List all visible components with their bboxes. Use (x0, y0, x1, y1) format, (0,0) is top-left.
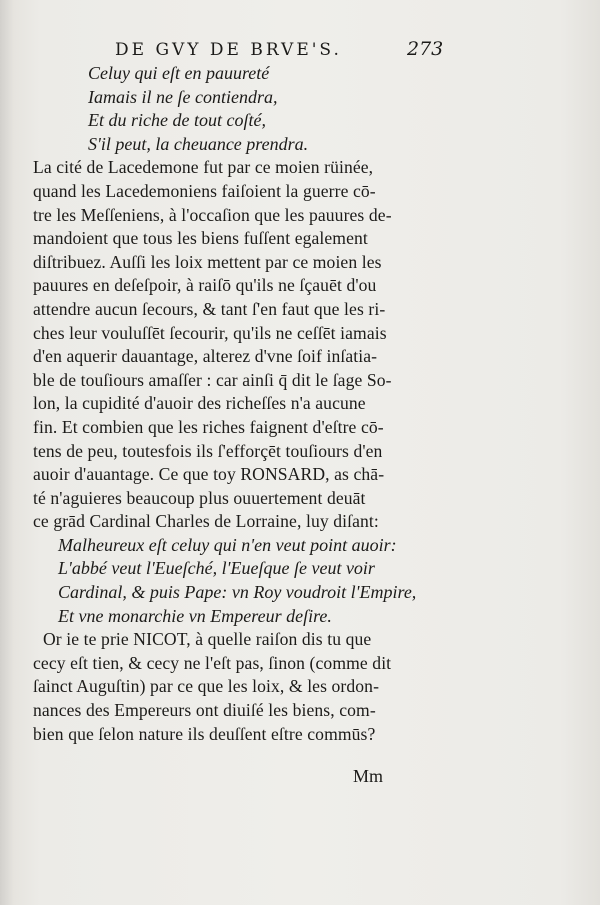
prose-line: lon, la cupidité d'auoir des richeſſes n'a aucune (33, 393, 366, 414)
prose-line: ſainct Auguſtin) par ce que les loix, & les ordon- (33, 676, 380, 697)
verse-line: Malheureux eſt celuy qui n'en veut point auoir: (58, 534, 397, 555)
prose-line: mandoient que tous les biens fuſſent egalement (33, 228, 368, 249)
prose-line: té n'aguieres beaucoup plus ouuertement deuāt (33, 487, 366, 508)
body-text (33, 62, 443, 746)
prose-line: ble de touſiours amaſſer : car ainſi q̄ dit le ſage So- (33, 369, 392, 390)
prose-line: d'en aquerir dauantage, alterez d'vne ſoif inſatia- (33, 346, 378, 367)
prose-line: bien que ſelon nature ils deuſſent eſtre commūs? (33, 723, 376, 744)
page-number: 273 (407, 38, 444, 60)
prose-line: La cité de Lacedemone fut par ce moien rüinée, (33, 157, 374, 178)
prose-line: auoir d'auantage. Ce que toy RONSARD, as chā- (33, 464, 385, 485)
prose-line: nances des Empereurs ont diuiſé les biens, com- (33, 700, 376, 721)
prose-line: quand les Lacedemoniens faiſoient la guerre cō- (33, 180, 376, 201)
prose-line: cecy eſt tien, & cecy ne l'eſt pas, ſinon (comme dit (33, 652, 392, 673)
verse-line: S'il peut, la cheuance prendra. (88, 133, 309, 154)
prose-line: tre les Meſſeniens, à l'occaſion que les pauures de- (33, 204, 392, 225)
prose-line: attendre aucun ſecours, & tant ſ'en faut que les ri- (33, 298, 386, 319)
verse-line: Iamais il ne ſe contiendra, (88, 86, 278, 107)
verse-line: Cardinal, & puis Pape: vn Roy voudroit l'Empire, (58, 582, 417, 603)
prose-line: ches leur vouluſſēt ſecourir, qu'ils ne ceſſēt iamais (33, 322, 387, 343)
verse-line: L'abbé veut l'Eueſché, l'Eueſque ſe veut voir (58, 558, 375, 579)
prose-line: Or ie te prie NICOT, à quelle raiſon dis tu que (43, 629, 372, 650)
verse-line: Et vne monarchie vn Empereur deſire. (58, 605, 332, 626)
running-title: DE GVY DE BRVE'S. (115, 40, 342, 60)
prose-line: fin. Et combien que les riches faignent d'eſtre cō- (33, 416, 384, 437)
prose-line: diſtribuez. Auſſi les loix mettent par ce moien les (33, 251, 382, 272)
prose-line: ce grād Cardinal Charles de Lorraine, luy diſant: (33, 511, 379, 532)
verse-line: Celuy qui eſt en pauureté (88, 63, 270, 83)
signature-mark: Mm (353, 766, 384, 786)
prose-line: pauures en deſeſpoir, à raiſō qu'ils ne ſçauēt d'ou (33, 275, 377, 296)
prose-line: tens de peu, toutesfois ils ſ'efforçēt touſiours d'en (33, 440, 383, 461)
verse-line: Et du riche de tout coſté, (88, 110, 266, 131)
